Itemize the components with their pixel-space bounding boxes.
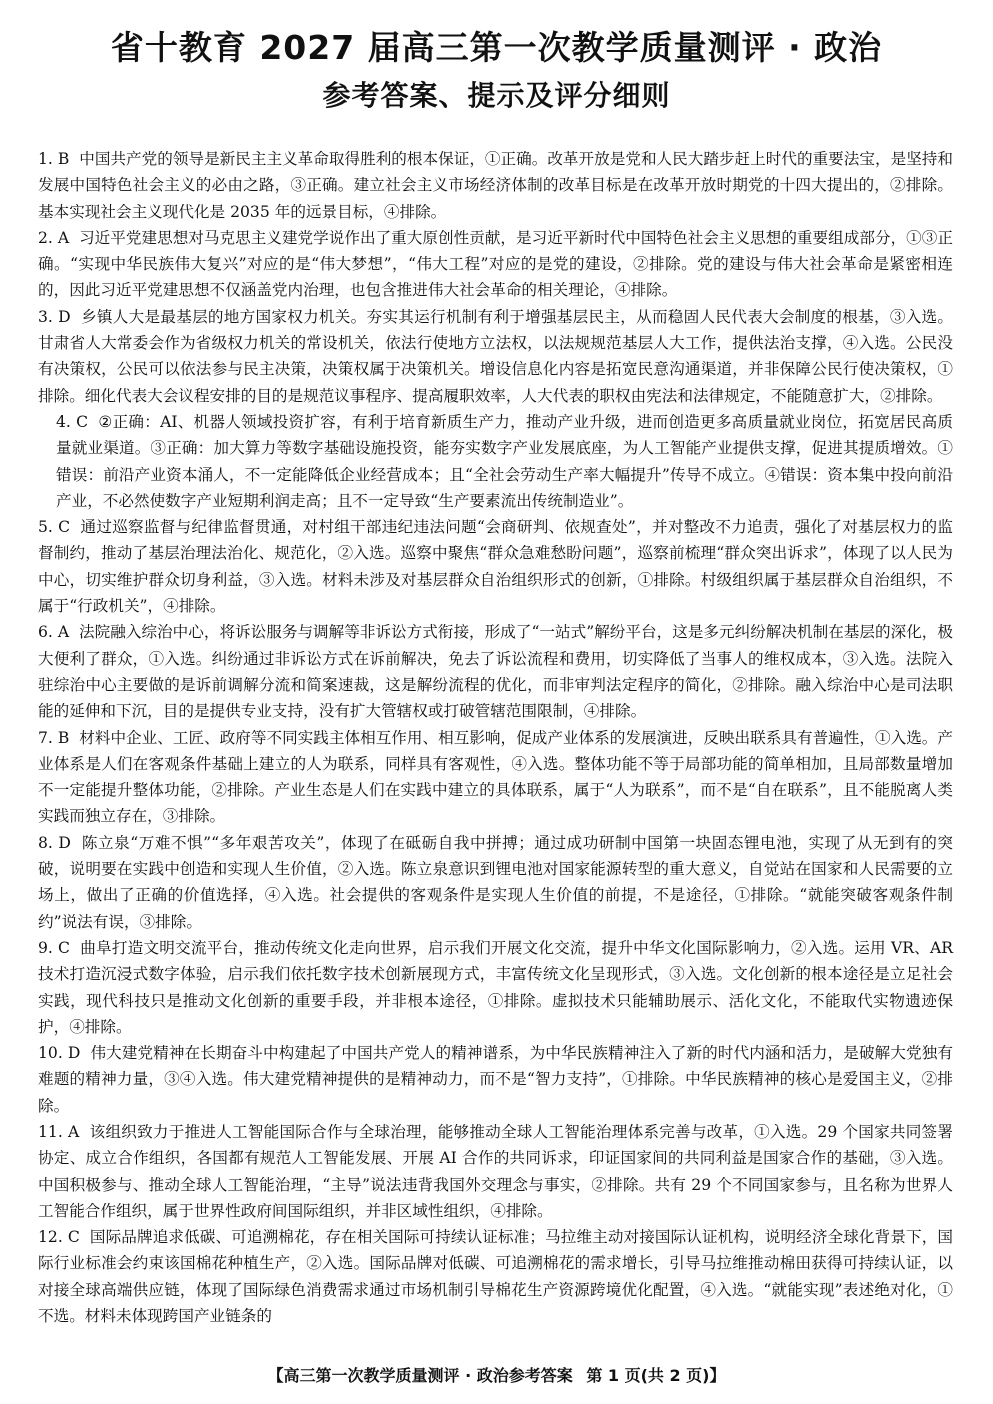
answer-list xyxy=(38,146,953,1329)
answer-number: 9. C xyxy=(38,938,70,957)
answer-item-11 xyxy=(38,1119,953,1224)
answer-item-5 xyxy=(38,514,953,619)
answer-explanation: ②正确：AI、机器人领域投资扩容，有利于培育新质生产力，推动产业升级，进而创造更多高质量就业岗位，拓宽居民高质量就业渠道。③正确：加大算力等数字基础设施投资，能夯实数字产业发展底座，为人工智能产业提供支撑，促进其提质增效。①错误：前沿产业资本涌人，不一定能降低企业经营成本；且“全社会劳动生产率大幅提升”传导不成立。④错误：资本集中投向前沿产业，不必然使数字产业短期利润走高；且不一定导致“生产要素流出传统制造业”。 xyxy=(56,412,953,510)
answer-explanation: 乡镇人大是最基层的地方国家权力机关。夯实其运行机制有利于增强基层民主，从而稳固人民代表大会制度的根基，③入选。甘肃省人大常委会作为省级权力机关的常设机关，依法行使地方立法权，以法规规范基层人大工作，提供法治支撑，④入选。公民没有决策权，公民可以依法参与民主决策，决策权属于决策机关。增设信息化内容是拓宽民意沟通渠道，并非保障公民行使决策权，①排除。细化代表大会议程安排的目的是规范议事程序、提高履职效率，人大代表的职权由宪法和法律规定，不能随意扩大，②排除。 xyxy=(38,307,953,405)
answer-number: 2. A xyxy=(38,228,70,247)
answer-item-6 xyxy=(38,619,953,724)
footer-document-name: 【高三第一次教学质量测评 · 政治参考答案 xyxy=(267,1366,573,1385)
answer-explanation: 曲阜打造文明交流平台，推动传统文化走向世界，启示我们开展文化交流，提升中华文化国际影响力，②入选。运用 VR、AR 技术打造沉浸式数字体验，启示我们依托数字技术创新展现方式，丰富传统文化呈现形式，③入选。文化创新的根本途径是立足社会实践，现代科技只是推动文化创新的重要手段，并非根本途径，①排除。虚拟技术只能辅助展示、活化文化，不能取代实物遗迹保护，④排除。 xyxy=(38,938,953,1036)
answer-explanation: 伟大建党精神在长期奋斗中构建起了中国共产党人的精神谱系，为中华民族精神注入了新的时代内涵和活力，是破解大党独有难题的精神力量，③④入选。伟大建党精神提供的是精神动力，而不是“智力支持”，①排除。中华民族精神的核心是爱国主义，②排除。 xyxy=(38,1044,953,1115)
answer-item-3 xyxy=(38,304,953,409)
footer-page-number: 第 1 页(共 2 页)】 xyxy=(586,1366,726,1385)
answer-number: 10. D xyxy=(38,1044,81,1063)
answer-item-9 xyxy=(38,935,953,1040)
answer-item-1 xyxy=(38,146,953,225)
answer-number: 6. A xyxy=(38,623,70,642)
answer-number: 3. D xyxy=(38,307,71,326)
answer-number: 7. B xyxy=(38,728,70,747)
answer-explanation: 国际品牌追求低碳、可追溯棉花，存在相关国际可持续认证标准；马拉维主动对接国际认证机构，说明经济全球化背景下，国际行业标准会约束该国棉花种植生产，②入选。国际品牌对低碳、可追溯棉花的需求增长，引导马拉维推动棉田获得可持续认证，以对接全球高端供应链，体现了国际绿色消费需求通过市场机制引导棉花生产资源跨境优化配置，④入选。“就能实现”表述绝对化，①不选。材料未体现跨国产业链条的 xyxy=(38,1228,953,1326)
answer-number: 8. D xyxy=(38,833,71,852)
answer-explanation: 材料中企业、工匠、政府等不同实践主体相互作用、相互影响，促成产业体系的发展演进，反映出联系具有普遍性，①入选。产业体系是人们在客观条件基础上建立的人为联系，同样具有客观性，④入选。整体功能不等于局部功能的简单相加，且局部数量增加不一定能提升整体功能，②排除。产业生态是人们在实践中建立的具体联系，属于“人为联系”，而不是“自在联系”，且不能脱离人类实践而独立存在，③排除。 xyxy=(38,728,953,826)
answer-item-7 xyxy=(38,725,953,830)
answer-explanation: 陈立泉“万难不惧”“多年艰苦攻关”，体现了在砥砺自我中拼搏；通过成功研制中国第一块固态锂电池，实现了从无到有的突破，说明要在实践中创造和实现人生价值，②入选。陈立泉意识到锂电池对国家能源转型的重大意义，自觉站在国家和人民需要的立场上，做出了正确的价值选择，④入选。社会提供的客观条件是实现人生价值的前提，不是途径，①排除。“就能突破客观条件制约”说法有误，③排除。 xyxy=(38,833,953,931)
answer-item-4 xyxy=(38,409,953,514)
answer-item-8 xyxy=(38,830,953,935)
answer-explanation: 通过巡察监督与纪律监督贯通，对村组干部违纪违法问题“会商研判、依规查处”，并对整改不力追责，强化了对基层权力的监督制约，推动了基层治理法治化、规范化，②入选。巡察中聚焦“群众急难愁盼问题”，巡察前梳理“群众突出诉求”，体现了以人民为中心，切实维护群众切身利益，③入选。材料未涉及对基层群众自治组织形式的创新，①排除。村级组织属于基层群众自治组织，不属于“行政机关”，④排除。 xyxy=(38,518,953,616)
page-title: 省十教育 2027 届高三第一次教学质量测评 · 政治 xyxy=(110,28,883,67)
page-subtitle: 参考答案、提示及评分细则 xyxy=(322,79,671,112)
answer-explanation: 习近平党建思想对马克思主义建党学说作出了重大原创性贡献，是习近平新时代中国特色社会主义思想的重要组成部分，①③正确。“实现中华民族伟大复兴”对应的是“伟大梦想”，“伟大工程”对应的是党的建设，②排除。党的建设与伟大社会革命是紧密相连的，因此习近平党建思想不仅涵盖党内治理，也包含推进伟大社会革命的相关理论，④排除。 xyxy=(38,228,953,300)
answer-number: 12. C xyxy=(38,1228,80,1247)
answer-explanation: 该组织致力于推进人工智能国际合作与全球治理，能够推动全球人工智能治理体系完善与改革，①入选。29 个国家共同签署协定、成立合作组织，各国都有规范人工智能发展、开展 AI 合作的共同诉求，印证国家间的共同利益是国家合作的基础，③入选。中国积极参与、推动全球人工智能治理，“主导”说法违背我国外交理念与事实，②排除。共有 29 个不同国家参与，且名称为世界人工智能合作组织，属于世界性政府间国际组织，并非区域性组织，④排除。 xyxy=(38,1122,953,1220)
answer-explanation: 法院融入综治中心，将诉讼服务与调解等非诉讼方式衔接，形成了“一站式”解纷平台，这是多元纠纷解决机制在基层的深化，极大便利了群众，①入选。纠纷通过非诉讼方式在诉前解决，免去了诉讼流程和费用，切实降低了当事人的维权成本，③入选。法院入驻综治中心主要做的是诉前调解分流和简案速裁，这是解纷流程的优化，而非审判法定程序的简化，②排除。融入综治中心是司法职能的延伸和下沉，目的是提供专业支持，没有扩大管辖权或打破管辖范围限制，④排除。 xyxy=(38,623,953,721)
answer-item-2 xyxy=(38,225,953,304)
page-footer xyxy=(0,1363,993,1386)
answer-number: 11. A xyxy=(38,1122,80,1141)
answer-number: 5. C xyxy=(38,518,71,537)
answer-item-10 xyxy=(38,1040,953,1119)
answer-item-12 xyxy=(38,1224,953,1329)
answer-number: 4. C xyxy=(56,412,88,431)
answer-explanation: 中国共产党的领导是新民主主义革命取得胜利的根本保证，①正确。改革开放是党和人民大踏步赶上时代的重要法宝，是坚持和发展中国特色社会主义的必由之路，③正确。建立社会主义市场经济体制的改革目标是在改革开放时期党的十四大提出的，②排除。基本实现社会主义现代化是 2035 年的远景目标，④排除。 xyxy=(38,150,953,221)
answer-number: 1. B xyxy=(38,150,70,168)
